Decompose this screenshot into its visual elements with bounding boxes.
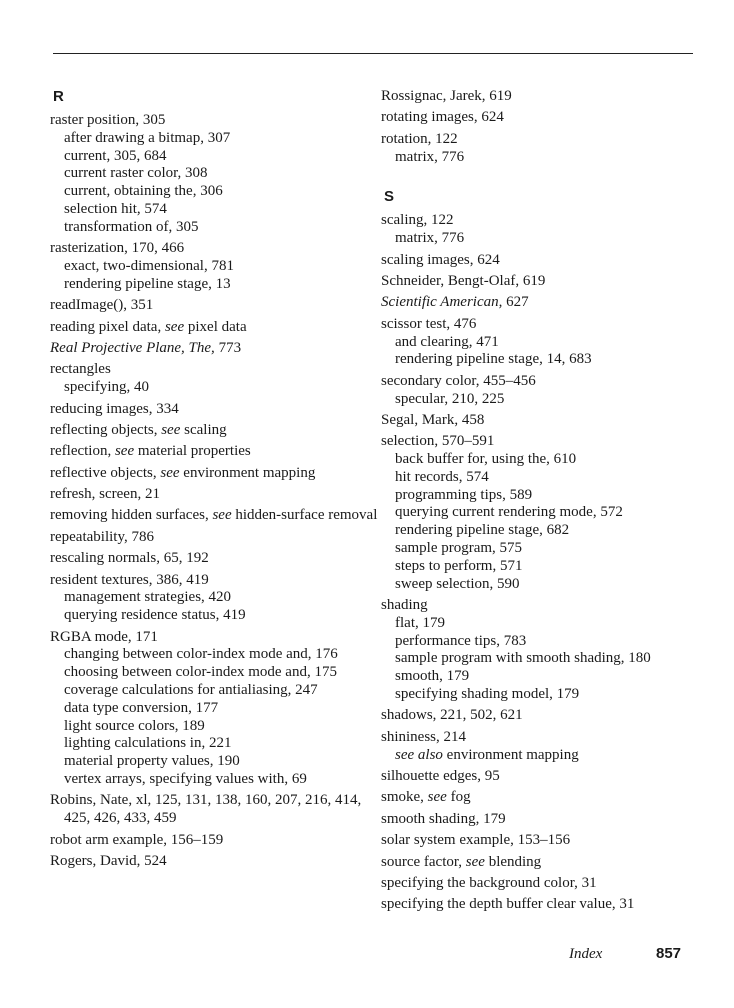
index-entry — [381, 109, 721, 127]
entry-text: reflection, — [50, 443, 115, 460]
entry-text: specifying the depth buffer clear value, 31 — [381, 896, 635, 913]
entry-text: rectangles — [50, 361, 111, 378]
index-subentry: management strategies, 420 — [64, 589, 232, 606]
index-entry — [50, 401, 390, 419]
index-entry — [381, 294, 721, 312]
italic-text: see — [212, 507, 232, 524]
entry-text: refresh, screen, 21 — [50, 486, 160, 503]
index-subentry: current raster color, 308 — [64, 165, 208, 182]
index-entry — [50, 486, 390, 504]
italic-text: Scientific American, — [381, 294, 503, 311]
entry-text: selection, 570–591 — [381, 433, 495, 450]
index-subentry: rendering pipeline stage, 682 — [395, 522, 570, 539]
index-column-left — [50, 88, 390, 871]
entry-text: blending — [484, 853, 542, 870]
section-letter-s: S — [384, 188, 395, 206]
entry-text: fog — [446, 789, 471, 806]
index-entry — [50, 853, 390, 871]
entry-text: solar system example, 153–156 — [381, 832, 571, 849]
index-subentry: performance tips, 783 — [395, 632, 527, 649]
entry-text: hidden-surface removal — [231, 507, 378, 524]
entry-text: Segal, Mark, 458 — [381, 411, 485, 428]
page-number: 857 — [656, 945, 682, 962]
entry-text: Robins, Nate, xl, 125, 131, 138, 160, 207, 216, 414, 425, 426, 433, 459 — [50, 792, 362, 827]
index-entry — [381, 789, 721, 807]
entry-text: rescaling normals, 65, 192 — [50, 550, 209, 567]
entry-text: RGBA mode, 171 — [50, 628, 158, 645]
italic-text: see — [164, 318, 185, 335]
entry-text: reducing images, 334 — [50, 400, 179, 417]
index-entry — [50, 443, 390, 461]
index-subentry: data type conversion, 177 — [64, 699, 219, 716]
index-entry — [381, 412, 721, 430]
entry-text: pixel data — [184, 318, 247, 335]
entries-left — [50, 112, 390, 871]
italic-text: see — [465, 853, 485, 870]
entry-text: removing hidden surfaces, — [50, 507, 213, 524]
index-entry — [381, 273, 721, 291]
entry-text: shadows, 221, 502, 621 — [381, 707, 523, 724]
entry-text: readImage(), 351 — [50, 297, 154, 314]
index-subentry: coverage calculations for antialiasing, 247 — [64, 682, 318, 699]
section-letter-r: R — [53, 88, 64, 105]
entry-text: specifying the background color, 31 — [381, 874, 597, 891]
index-subentry: selection hit, 574 — [64, 200, 167, 217]
index-entry — [50, 465, 390, 483]
entry-text: source factor, — [381, 853, 466, 870]
entry-text: scaling images, 624 — [381, 251, 500, 268]
index-subentry: sample program with smooth shading, 180 — [395, 650, 651, 667]
entry-text: scissor test, 476 — [381, 315, 477, 332]
index-column-right — [381, 88, 721, 914]
entry-text: Rogers, David, 524 — [50, 852, 167, 869]
index-subentry: exact, two-dimensional, 781 — [64, 257, 234, 274]
index-entry — [381, 832, 721, 850]
index-entry — [50, 507, 390, 525]
entry-text: reflecting objects, — [50, 421, 162, 438]
entry-text: smooth shading, 179 — [381, 810, 506, 827]
index-entry — [50, 832, 390, 850]
entries-right-pre — [381, 88, 721, 166]
top-rule — [53, 53, 693, 54]
italic-text: see also — [395, 746, 443, 763]
entry-text: resident textures, 386, 419 — [50, 571, 209, 588]
index-entry — [381, 373, 721, 391]
entry-text: environment mapping — [442, 746, 579, 763]
index-subentry: after drawing a bitmap, 307 — [64, 129, 231, 146]
index-entry — [50, 340, 390, 358]
index-entry — [50, 297, 390, 315]
index-entry — [381, 131, 721, 149]
index-subentry — [381, 747, 721, 765]
index-subentry: sample program, 575 — [395, 540, 523, 557]
entry-text: robot arm example, 156–159 — [50, 831, 224, 848]
index-subentry: hit records, 574 — [395, 468, 489, 485]
index-subentry: material property values, 190 — [64, 753, 240, 770]
entry-text: environment mapping — [179, 464, 316, 481]
index-entry — [50, 240, 390, 258]
index-entry — [381, 875, 721, 893]
index-entry — [50, 629, 390, 647]
italic-text: see — [161, 421, 181, 438]
entry-text: silhouette edges, 95 — [381, 768, 500, 785]
index-entry — [50, 529, 390, 547]
index-subentry: rendering pipeline stage, 14, 683 — [395, 351, 592, 368]
index-subentry: programming tips, 589 — [395, 486, 533, 503]
footer-section-label: Index — [569, 946, 603, 962]
index-subentry: querying current rendering mode, 572 — [395, 504, 623, 521]
index-entry — [50, 319, 390, 337]
entry-text: reflective objects, — [50, 464, 161, 481]
entry-text: 773 — [214, 339, 242, 356]
index-entry — [381, 729, 721, 747]
index-entry — [381, 316, 721, 334]
entry-text: rotation, 122 — [381, 130, 458, 147]
entry-text: smoke, — [381, 789, 428, 806]
index-subentry: querying residence status, 419 — [64, 607, 246, 624]
index-entry — [381, 707, 721, 725]
entry-text: Schneider, Bengt-Olaf, 619 — [381, 272, 546, 289]
index-entry — [50, 550, 390, 568]
entry-text: Rossignac, Jarek, 619 — [381, 88, 512, 104]
index-entry — [381, 252, 721, 270]
entry-text: repeatability, 786 — [50, 528, 154, 545]
entry-text: rotating images, 624 — [381, 109, 504, 126]
index-subentry: vertex arrays, specifying values with, 69 — [64, 771, 307, 787]
index-entry — [381, 811, 721, 829]
italic-text: Real Projective Plane, The, — [50, 339, 215, 356]
index-subentry: rendering pipeline stage, 13 — [64, 275, 231, 292]
entry-text: material properties — [134, 443, 251, 460]
index-entry — [50, 572, 390, 590]
entry-text: secondary color, 455–456 — [381, 372, 536, 389]
index-subentry: current, 305, 684 — [64, 147, 167, 164]
entry-text: rasterization, 170, 466 — [50, 240, 185, 257]
italic-text: see — [427, 789, 447, 806]
index-entry — [50, 361, 390, 379]
index-subentry: changing between color-index mode and, 176 — [64, 646, 338, 663]
italic-text: see — [114, 443, 135, 460]
index-subentry: smooth, 179 — [395, 668, 470, 685]
index-entry — [381, 433, 721, 451]
index-subentry: and clearing, 471 — [395, 333, 499, 350]
index-entry — [381, 854, 721, 872]
index-entry — [381, 768, 721, 786]
index-entry — [381, 212, 721, 230]
index-subentry: light source colors, 189 — [64, 717, 205, 734]
index-subentry: sweep selection, 590 — [395, 575, 520, 592]
index-subentry: current, obtaining the, 306 — [64, 183, 223, 200]
index-subentry: specular, 210, 225 — [395, 390, 505, 407]
entry-text: reading pixel data, — [50, 318, 165, 335]
index-entry — [381, 88, 721, 106]
index-entry — [50, 112, 390, 130]
italic-text: see — [160, 464, 180, 481]
index-entry — [381, 896, 721, 914]
index-subentry: lighting calculations in, 221 — [64, 735, 232, 752]
entry-text: shading — [381, 597, 428, 614]
index-subentry: matrix, 776 — [395, 230, 465, 247]
entries-right — [381, 212, 721, 914]
index-entry — [50, 422, 390, 440]
index-entry — [50, 792, 390, 828]
entry-text: scaling, 122 — [381, 212, 454, 229]
entry-text: raster position, 305 — [50, 112, 166, 128]
entry-text: scaling — [180, 421, 227, 438]
index-subentry: flat, 179 — [395, 614, 445, 631]
index-subentry: matrix, 776 — [395, 148, 465, 165]
index-subentry: specifying, 40 — [64, 379, 149, 396]
index-subentry: transformation of, 305 — [64, 218, 199, 235]
index-subentry: steps to perform, 571 — [395, 557, 523, 574]
entry-text: 627 — [502, 294, 529, 311]
index-subentry: back buffer for, using the, 610 — [395, 451, 577, 468]
index-entry — [381, 597, 721, 615]
index-subentry: choosing between color-index mode and, 175 — [64, 664, 337, 681]
index-subentry: specifying shading model, 179 — [395, 686, 580, 703]
entry-text: shininess, 214 — [381, 728, 467, 745]
